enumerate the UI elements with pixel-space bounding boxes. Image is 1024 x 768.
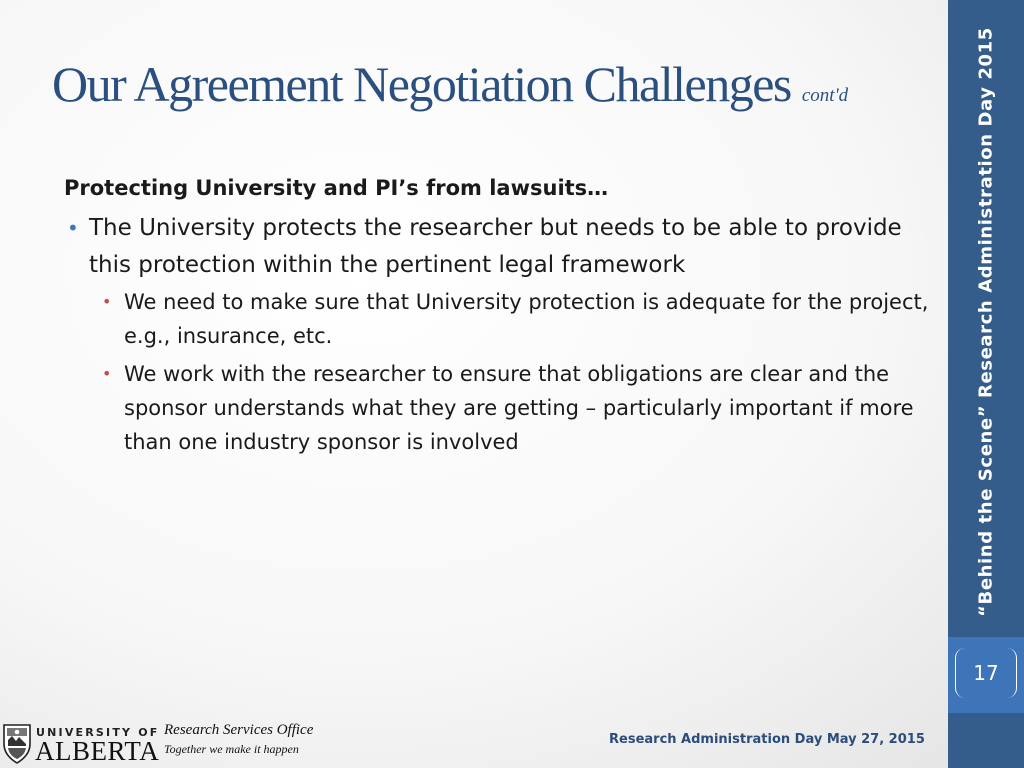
sub-bullet-dot-icon: • [102,292,112,311]
bullet-dot-icon: • [67,216,79,240]
office-tagline: Together we make it happen [164,742,299,756]
sub-bullet-list [102,285,934,459]
logo-alberta-text: ALBERTA [35,736,160,766]
section-heading: Protecting University and PI’s from lawsuits… [64,176,609,200]
office-info [164,720,313,758]
logo-university-text: UNIVERSITY OF [36,726,160,739]
footer-event-text: Research Administration Day May 27, 2015 [609,732,925,747]
sub-bullet-text: We work with the researcher to ensure that obligations are clear and the sponsor understands what they are getting – particularly important if more than one industry sponsor is involved [124,362,914,454]
bullet-text: The University protects the researcher but needs to be able to provide this protection within the pertinent legal framework [89,215,902,278]
bullet-item [67,210,934,459]
page-number: 17 [955,648,1017,698]
side-vertical-text: “Behind the Scene” Research Administration Day 2015 [975,27,997,617]
slide-content [64,170,934,463]
university-logo [2,722,160,766]
sub-bullet-dot-icon: • [102,364,112,383]
page-number-box [948,637,1024,713]
title-main: Our Agreement Negotiation Challenges [52,56,791,112]
office-name: Research Services Office [164,722,314,738]
title-contd: cont'd [801,85,849,106]
sub-bullet-item [102,357,934,459]
sub-bullet-item [102,285,934,353]
bullet-list [67,210,934,459]
slide-title [52,54,848,126]
sub-bullet-text: We need to make sure that University protection is adequate for the project, e.g., insurance, etc. [124,290,929,348]
university-shield-icon [2,722,32,764]
